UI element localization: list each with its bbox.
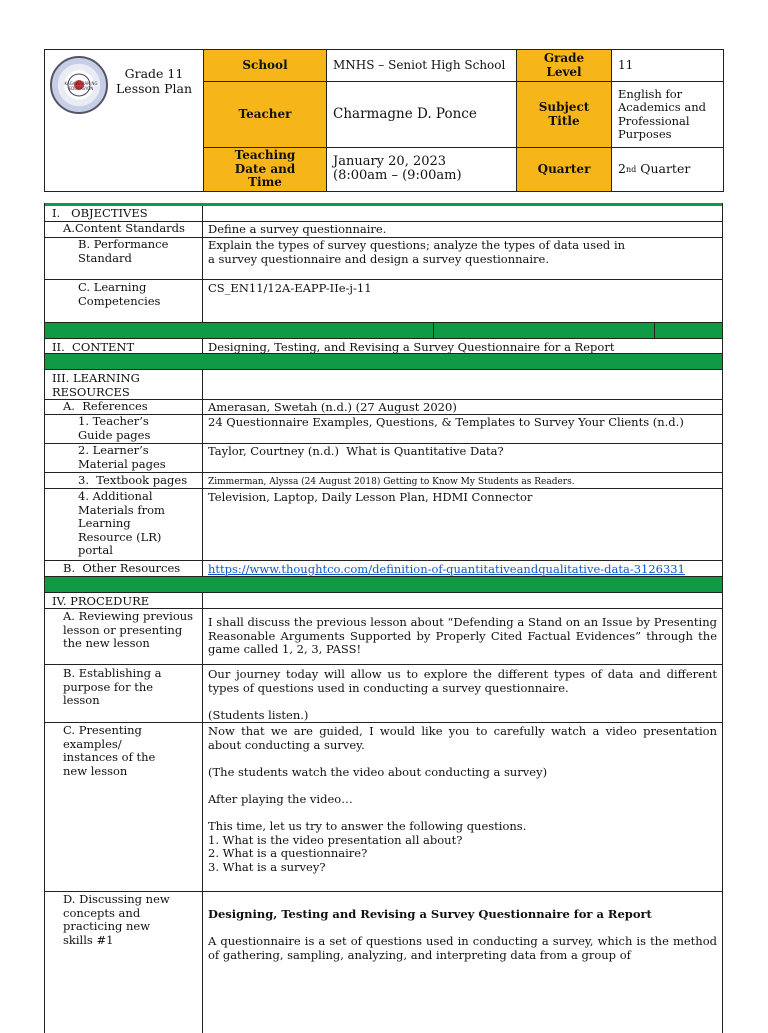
teacher-guide-label: 1. Teacher’s Guide pages xyxy=(78,414,151,442)
references-label: A. References xyxy=(63,399,148,413)
row-line xyxy=(44,322,723,323)
performance-standard-label: B. Performance Standard xyxy=(78,237,169,265)
content-standards-label: A.Content Standards xyxy=(63,221,185,235)
subject-label: Subject Title xyxy=(516,81,612,148)
other-resources-label: B. Other Resources xyxy=(63,561,181,575)
procedure-a-value: I shall discuss the previous lesson about “Defending a Stand on an Issue by Presenting Reasonable Arguments Supported by Properly Cited Factual Evidences” through the game called 1, 2, 3, PASS! xyxy=(208,615,717,657)
teacher-label: Teacher xyxy=(203,81,327,148)
procedure-c-label: C. Presenting examples/ instances of the new lesson xyxy=(63,723,156,778)
procedure-a-label: A. Reviewing previous lesson or presenting the new lesson xyxy=(63,609,194,651)
grade-level-value: 11 xyxy=(611,49,724,82)
deped-seal: KAGAWARAN NG EDUKASYON xyxy=(50,56,108,114)
row-line xyxy=(44,338,723,339)
additional-materials-value: Television, Laptop, Daily Lesson Plan, HDMI Connector xyxy=(208,490,533,504)
teacher-guide-value: 24 Questionnaire Examples, Questions, & Templates to Survey Your Clients (n.d.) xyxy=(208,415,684,429)
quarter-label: Quarter xyxy=(516,147,612,192)
additional-materials-label: 4. Additional Materials from Learning Resource (LR) portal xyxy=(78,489,165,558)
content-standards-value: Define a survey questionnaire. xyxy=(208,222,387,236)
textbook-label: 3. Textbook pages xyxy=(78,473,188,487)
row-line xyxy=(44,592,723,593)
teacher-value: Charmagne D. Ponce xyxy=(326,81,517,148)
date-label: Teaching Date and Time xyxy=(203,147,327,192)
quarter-value: 2 nd Quarter xyxy=(611,147,724,192)
procedure-heading: IV. PROCEDURE xyxy=(52,594,150,608)
subject-value: English for Academics and Professional Purposes xyxy=(611,81,724,148)
learning-resources-heading: III. LEARNING RESOURCES xyxy=(52,371,140,399)
date-value: January 20, 2023 (8:00am – (9:00am) xyxy=(326,147,517,192)
row-line xyxy=(44,664,723,665)
learner-material-value: Taylor, Courtney (n.d.) What is Quantitative Data? xyxy=(208,444,504,458)
performance-standard-value: Explain the types of survey questions; analyze the types of data used in a survey questionnaire and design a survey questionnaire. xyxy=(208,238,626,266)
learning-competencies-value: CS_EN11/12A-EAPP-IIe-j-11 xyxy=(208,281,372,295)
objectives-heading: I. OBJECTIVES xyxy=(52,206,148,220)
other-resources-link[interactable]: https://www.thoughtco.com/definition-of-quantitativeandqualitative-data-3126331 xyxy=(208,562,685,576)
procedure-c-value: Now that we are guided, I would like you to carefully watch a video presentation about conducting a survey. (The students watch the video about conducting a survey) After playing the video… This time, let us try to answer the following questions. 1. What is the video presentation all about? 2. What is a questionnaire? 3. What is a survey? xyxy=(208,724,717,874)
procedure-d-value: Designing, Testing and Revising a Survey Questionnaire for a Report A questionnaire is a set of questions used in conducting a survey, which is the method of gathering, sampling, analyzing, and interpreting data from a group of xyxy=(208,907,717,962)
procedure-d-label: D. Discussing new concepts and practicing new skills #1 xyxy=(63,892,170,947)
school-value: MNHS – Seniot High School xyxy=(326,49,517,82)
green-divider-bar xyxy=(45,354,722,369)
learning-competencies-label: C. Learning Competencies xyxy=(78,280,161,308)
school-label: School xyxy=(203,49,327,82)
learner-material-label: 2. Learner’s Material pages xyxy=(78,443,166,471)
green-bar-cell-line xyxy=(433,323,434,338)
row-line xyxy=(44,369,723,370)
content-value: Designing, Testing, and Revising a Survey Questionnaire for a Report xyxy=(208,340,615,354)
grade-level-label: Grade Level xyxy=(516,49,612,82)
green-divider-bar xyxy=(45,323,722,338)
content-heading: II. CONTENT xyxy=(52,340,135,354)
green-bar-cell-line xyxy=(654,323,655,338)
lesson-plan-title: Grade 11 Lesson Plan xyxy=(116,66,192,96)
textbook-value: Zimmerman, Alyssa (24 August 2018) Getting to Know My Students as Readers. xyxy=(208,477,575,487)
green-divider-bar xyxy=(45,577,722,592)
procedure-b-label: B. Establishing a purpose for the lesson xyxy=(63,666,162,708)
procedure-b-value: Our journey today will allow us to explore the different types of data and different types of questions used in conducting a survey questionnaire. (Students listen.) xyxy=(208,667,717,722)
references-value: Amerasan, Swetah (n.d.) (27 August 2020) xyxy=(208,400,457,414)
